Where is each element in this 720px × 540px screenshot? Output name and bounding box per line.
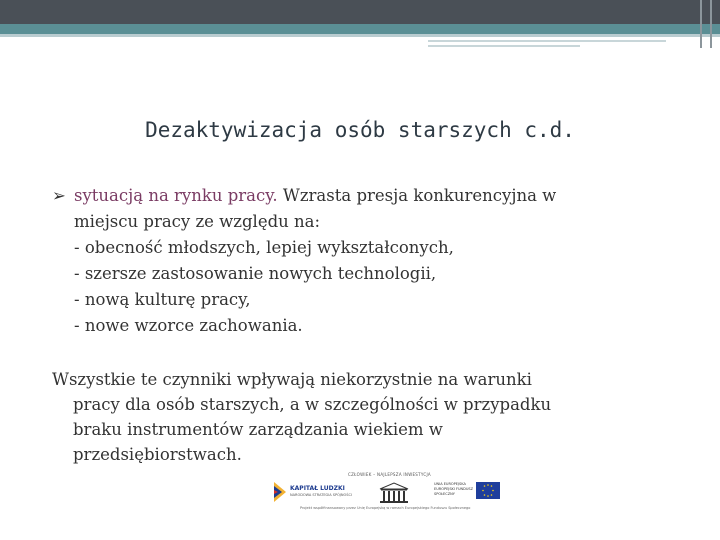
kapital-ludzki-logo-icon: [274, 482, 286, 502]
paragraph-line-1: Wszystkie te czynniki wpływają niekorzystnie na warunki: [52, 370, 532, 389]
paragraph-line: pracy dla osób starszych, a w szczególności w przypadku: [73, 395, 552, 414]
bullet-line: - nowe wzorce zachowania.: [74, 316, 303, 335]
paragraph-line: braku instrumentów zarządzania wiekiem w: [73, 420, 443, 439]
bullet-line: - nową kulturę pracy,: [74, 290, 251, 309]
bullet-keyword: sytuacją na rynku pracy.: [74, 186, 278, 205]
teal-decor-line: [0, 34, 720, 37]
teal-decor-bar: [0, 24, 720, 34]
bullet-line-1-rest: Wzrasta presja konkurencyjna w: [277, 186, 557, 205]
bullet-line: miejscu pracy ze względu na:: [74, 212, 321, 231]
bullet-line: - obecność młodszych, lepiej wykształconych,: [74, 238, 454, 257]
vertical-decor-line-1: [700, 0, 702, 48]
paragraph-line: przedsiębiorstwach.: [73, 445, 242, 464]
bullet-line: - szersze zastosowanie nowych technologii,: [74, 264, 437, 283]
accent-line-1: [428, 40, 666, 42]
logos-footnote: Projekt współfinansowany przez Unię Europejską w ramach Europejskiego Funduszu Społecznego: [300, 506, 471, 510]
eu-label: UNIA EUROPEJSKA EUROPEJSKI FUNDUSZ SPOŁECZNY: [434, 482, 474, 496]
logos-caption: CZŁOWIEK – NAJLEPSZA INWESTYCJA: [348, 472, 431, 477]
bullet-block: [52, 183, 682, 339]
institution-building-icon: [378, 482, 410, 504]
kapital-ludzki-sub: NARODOWA STRATEGIA SPÓJNOŚCI: [290, 493, 352, 497]
funding-logos: [268, 472, 504, 516]
slide-title: Dezaktywizacja osób starszych c.d.: [145, 118, 575, 142]
kapital-ludzki-label: KAPITAŁ LUDZKI: [290, 485, 345, 492]
vertical-decor-line-2: [710, 0, 712, 48]
top-decor-bar: [0, 0, 720, 24]
summary-paragraph: [52, 367, 682, 467]
arrow-bullet-icon: ➢: [52, 186, 66, 205]
bullet-first-line: [52, 183, 682, 209]
eu-flag-icon: [476, 482, 500, 499]
accent-line-2: [428, 45, 580, 47]
